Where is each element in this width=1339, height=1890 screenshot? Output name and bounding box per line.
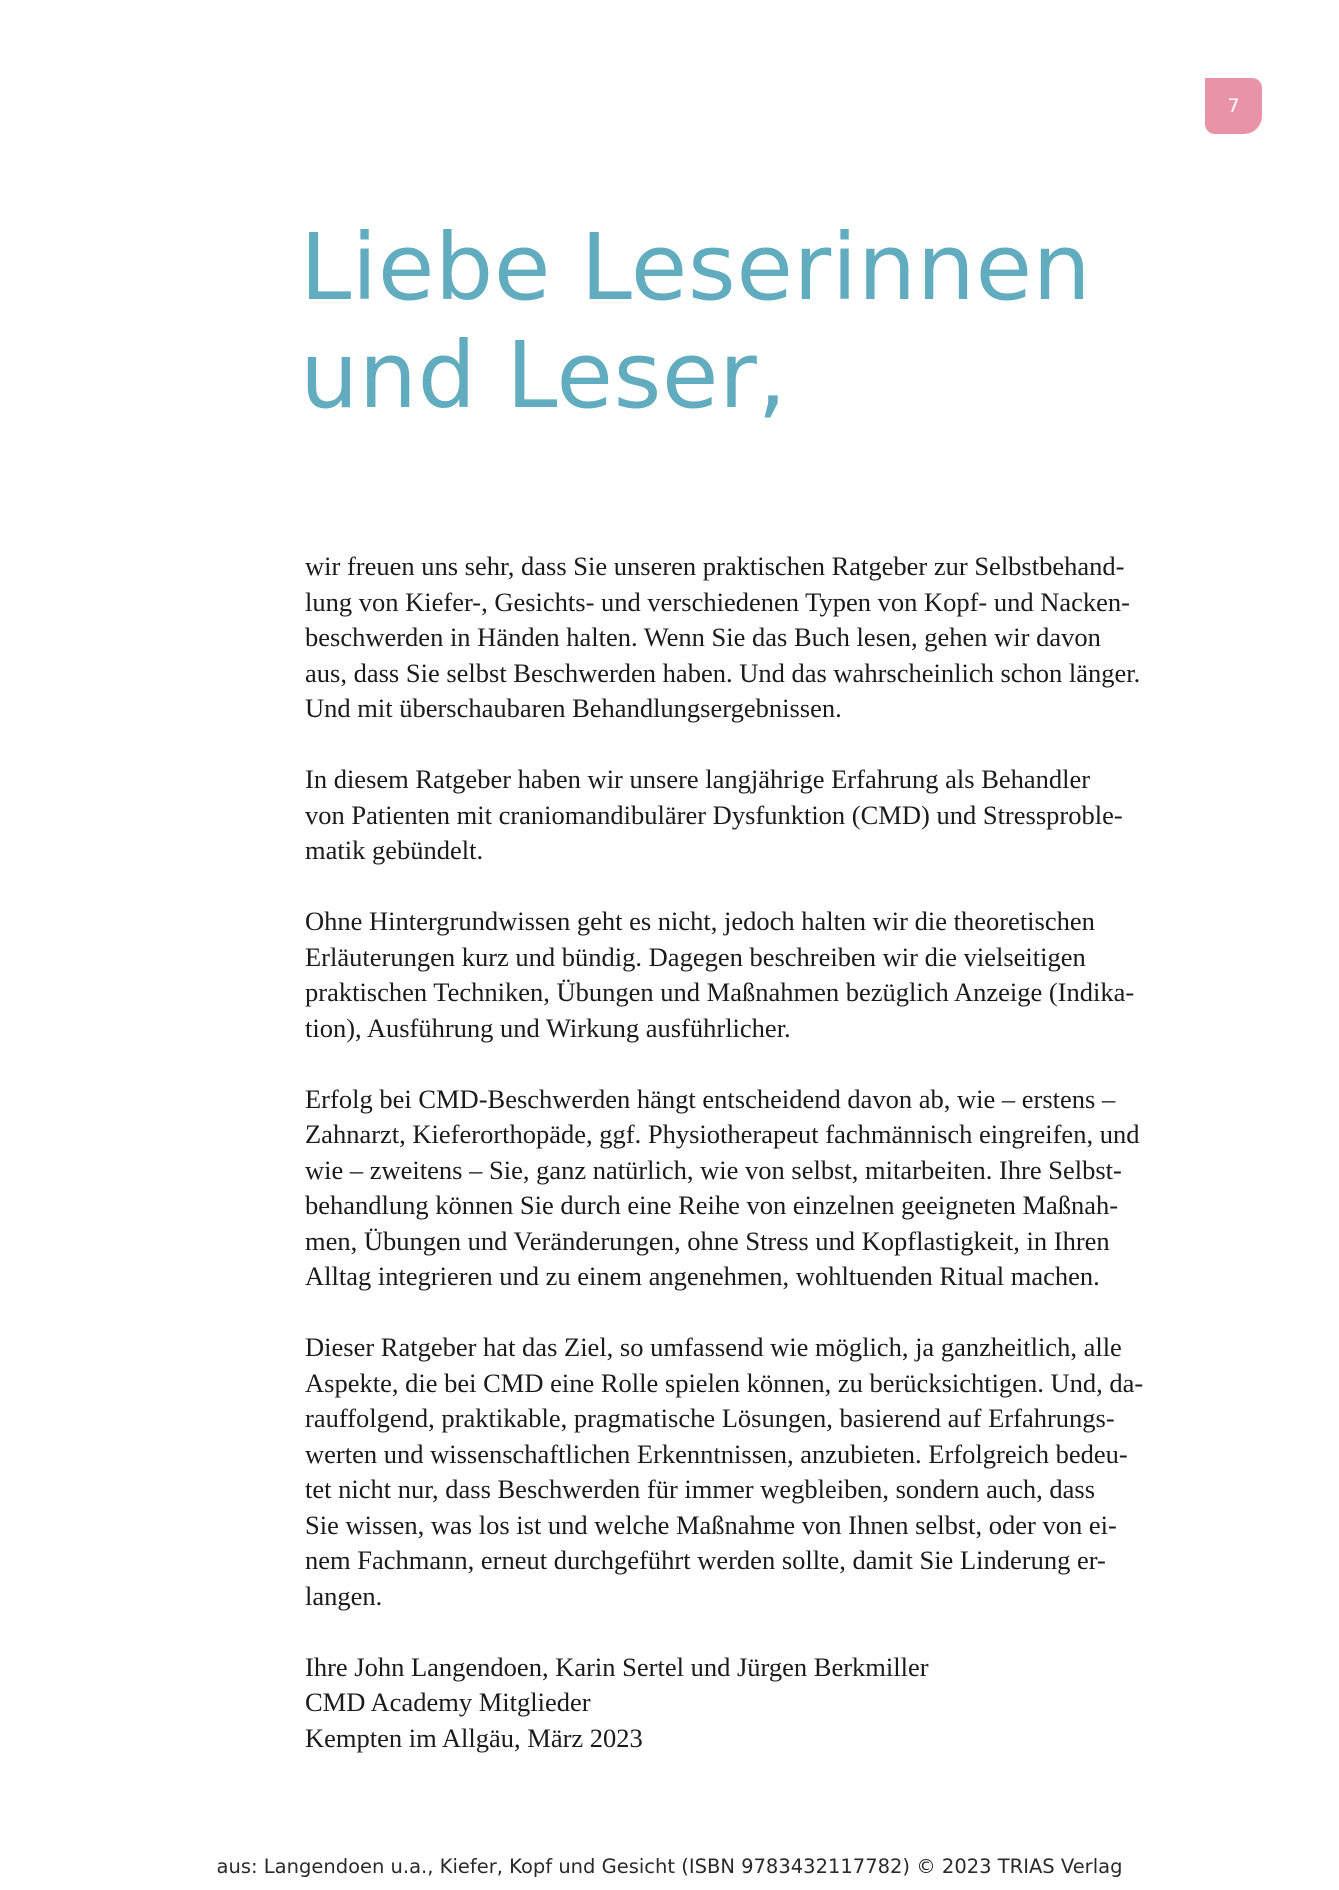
signature-place-date: Kempten im Allgäu, März 2023 <box>305 1722 643 1753</box>
paragraph-5 <box>305 1330 1185 1614</box>
text-line: Ohne Hintergrundwissen geht es nicht, jedoch halten wir die theoretischen <box>305 906 1095 936</box>
paragraph-1 <box>305 549 1185 727</box>
text-line: langen. <box>305 1580 383 1611</box>
signature-organization: CMD Academy Mitglieder <box>305 1687 591 1717</box>
signature-names: Ihre John Langendoen, Karin Sertel und Jürgen Berkmiller <box>305 1651 929 1682</box>
text-line: Und mit überschaubaren Behandlungsergebnissen. <box>305 693 842 723</box>
title-line-2: und Leser, <box>300 322 788 429</box>
text-line: wir freuen uns sehr, dass Sie unseren praktischen Ratgeber zur Selbstbehand- <box>305 551 1125 581</box>
text-line: beschwerden in Händen halten. Wenn Sie das Buch lesen, gehen wir davon <box>305 622 1101 652</box>
title-line-1: Liebe Leserinnen <box>300 214 1092 321</box>
text-line: wie – zweitens – Sie, ganz natürlich, wie von selbst, mitarbeiten. Ihre Selbst- <box>305 1154 1122 1185</box>
paragraph-2 <box>305 762 1185 869</box>
paragraph-3 <box>305 904 1185 1046</box>
text-line: werten und wissenschaftlichen Erkenntnissen, anzubieten. Erfolgreich bedeu- <box>305 1438 1128 1469</box>
text-line: Sie wissen, was los ist und welche Maßnahme von Ihnen selbst, oder von ei- <box>305 1509 1117 1540</box>
text-line: tion), Ausführung und Wirkung ausführlicher. <box>305 1012 791 1043</box>
text-line: Dieser Ratgeber hat das Ziel, so umfassend wie möglich, ja ganzheitlich, alle <box>305 1332 1122 1362</box>
page-number-badge: 7 <box>1205 78 1262 134</box>
source-footer: aus: Langendoen u.a., Kiefer, Kopf und Gesicht (ISBN 9783432117782) © 2023 TRIAS Verlag <box>216 1855 1123 1878</box>
text-line: Alltag integrieren und zu einem angenehmen, wohltuenden Ritual machen. <box>305 1261 1100 1291</box>
text-line: aus, dass Sie selbst Beschwerden haben. Und das wahrscheinlich schon länger. <box>305 657 1141 688</box>
text-line: matik gebündelt. <box>305 835 484 865</box>
paragraph-4 <box>305 1082 1185 1295</box>
text-line: nem Fachmann, erneut durchgeführt werden sollte, damit Sie Linderung er- <box>305 1545 1106 1575</box>
text-line: Aspekte, die bei CMD eine Rolle spielen können, zu berücksichtigen. Und, da- <box>305 1367 1144 1398</box>
text-line: von Patienten mit craniomandibulärer Dysfunktion (CMD) und Stressproble- <box>305 799 1123 830</box>
text-line: behandlung können Sie durch eine Reihe von einzelnen geeigneten Maßnah- <box>305 1190 1119 1220</box>
text-line: men, Übungen und Veränderungen, ohne Stress und Kopflastigkeit, in Ihren <box>305 1225 1110 1256</box>
text-line: tet nicht nur, dass Beschwerden für immer wegbleiben, sondern auch, dass <box>305 1474 1096 1504</box>
signature-block <box>305 1650 1185 1757</box>
text-line: lung von Kiefer-, Gesichts- und verschiedenen Typen von Kopf- und Nacken- <box>305 586 1131 617</box>
page-title <box>300 214 1091 430</box>
text-line: rauffolgend, praktikable, pragmatische Lösungen, basierend auf Erfahrungs- <box>305 1403 1115 1433</box>
text-line: Erläuterungen kurz und bündig. Dagegen beschreiben wir die vielseitigen <box>305 941 1086 972</box>
body-text <box>305 549 1185 1756</box>
text-line: Erfolg bei CMD-Beschwerden hängt entscheidend davon ab, wie – erstens – <box>305 1083 1116 1114</box>
text-line: In diesem Ratgeber haben wir unsere langjährige Erfahrung als Behandler <box>305 764 1091 794</box>
text-line: praktischen Techniken, Übungen und Maßnahmen bezüglich Anzeige (Indika- <box>305 977 1135 1007</box>
text-line: Zahnarzt, Kieferorthopäde, ggf. Physiotherapeut fachmännisch eingreifen, und <box>305 1119 1140 1149</box>
